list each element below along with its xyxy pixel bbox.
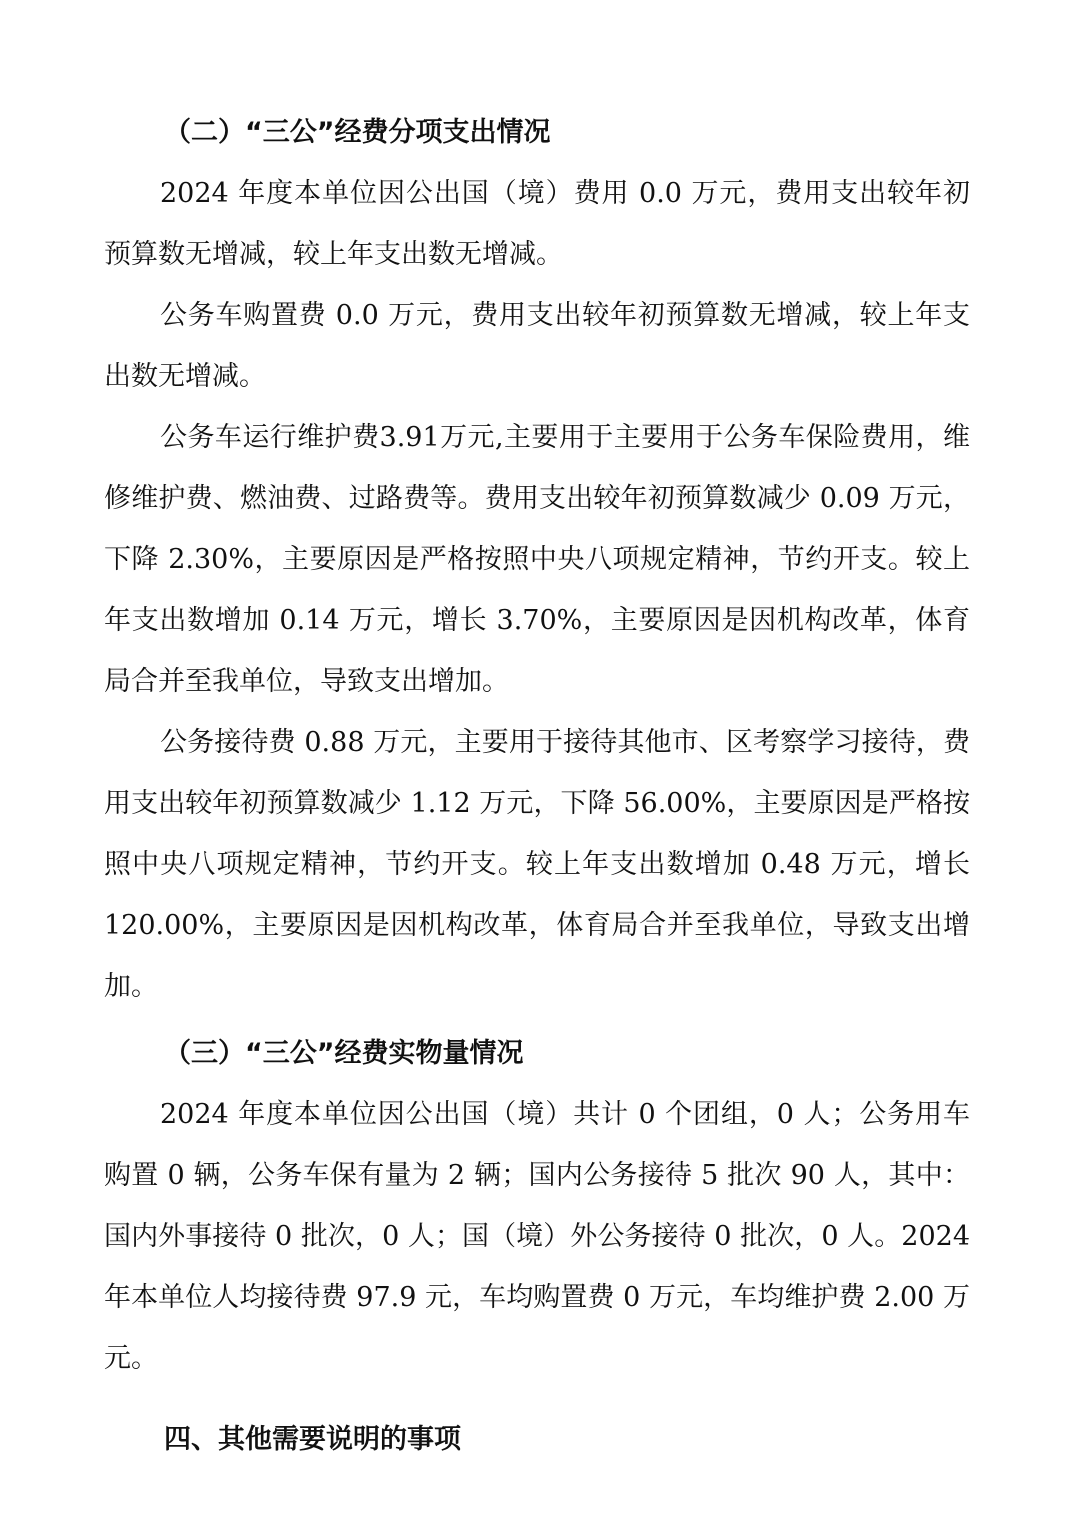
paragraph-physical-quantity: 2024 年度本单位因公出国（境）共计 0 个团组，0 人；公务用车购置 0 辆，公务车保有量为 2 辆；国内公务接待 5 批次 90 人，其中：国内外事接待 0 批次，0 人；国（境）外公务接待 0 批次，0 人。2024 年本单位人均接待费 97.9 元，车均购置费 0 万元，车均维护费 2.00 万元。 <box>104 1099 970 1374</box>
section-heading-2: （二）“三公”经费分项支出情况 <box>164 117 551 148</box>
paragraph-reception: 公务接待费 0.88 万元，主要用于接待其他市、区考察学习接待，费用支出较年初预算数减少 1.12 万元，下降 56.00%，主要原因是严格按照中央八项规定精神，节约开支。较上年支出数增加 0.48 万元，增长 120.00%，主要原因是因机构改革，体育局合并至我单位，导致支出增加。 <box>104 727 970 1002</box>
paragraph-overseas-travel: 2024 年度本单位因公出国（境）费用 0.0 万元，费用支出较年初预算数无增减，较上年支出数无增减。 <box>104 178 970 270</box>
paragraph-vehicle-maintenance: 公务车运行维护费3.91万元,主要用于主要用于公务车保险费用，维修维护费、燃油费、过路费等。费用支出较年初预算数减少 0.09 万元，下降 2.30%，主要原因是严格按照中央八项规定精神，节约开支。较上年支出数增加 0.14 万元，增长 3.70%，主要原因是因机构改革，体育局合并至我单位，导致支出增加。 <box>104 422 970 697</box>
section-heading-3: （三）“三公”经费实物量情况 <box>164 1038 524 1069</box>
paragraph-vehicle-purchase: 公务车购置费 0.0 万元，费用支出较年初预算数无增减，较上年支出数无增减。 <box>104 300 970 392</box>
document-page <box>104 102 970 1470</box>
section-heading-4: 四、其他需要说明的事项 <box>164 1424 461 1455</box>
